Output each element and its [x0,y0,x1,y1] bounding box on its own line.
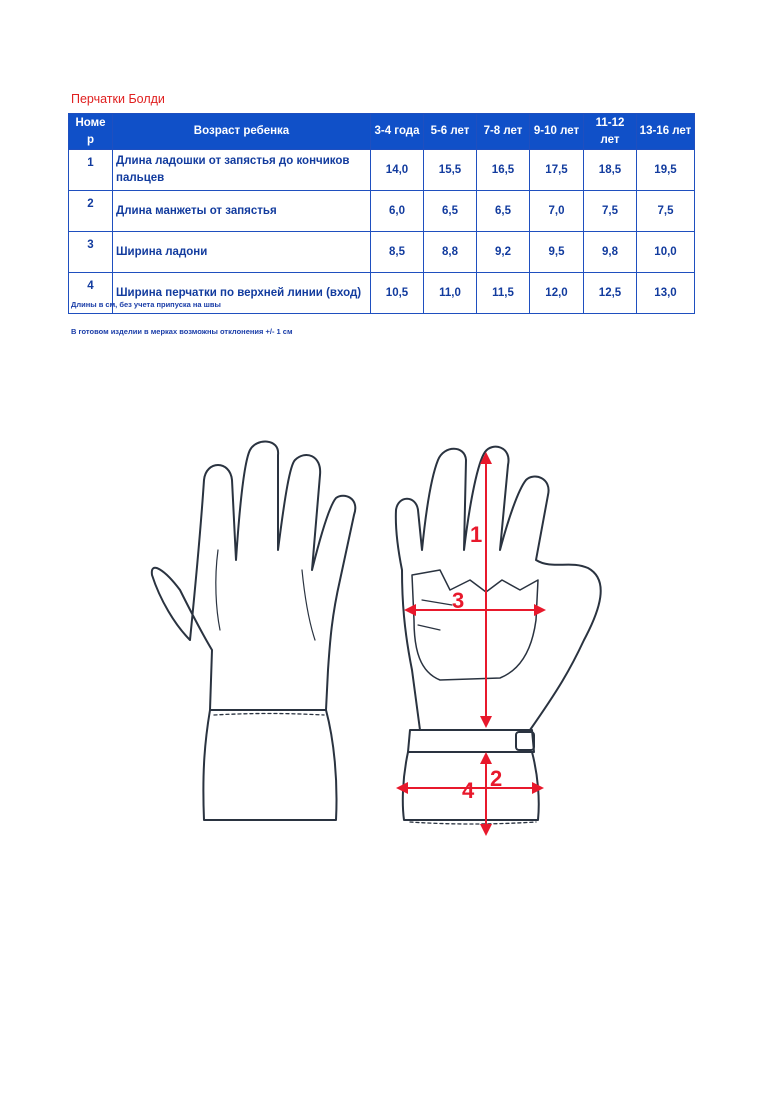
table-cell: 8,5 [371,232,424,273]
table-cell: 13,0 [637,273,695,314]
header-age: Возраст ребенка [113,114,371,150]
table-cell: 15,5 [424,150,477,191]
measure-label-1: 1 [470,522,483,547]
table-cell: 16,5 [477,150,530,191]
header-size: 9-10 лет [530,114,584,150]
glove-back-view [152,442,355,820]
table-cell: 9,2 [477,232,530,273]
row-number: 1 [69,150,113,191]
row-number: 4 [69,273,113,314]
table-cell: 7,5 [584,191,637,232]
table-cell: 6,0 [371,191,424,232]
header-number: Номе р [69,114,113,150]
measure-label-2: 2 [490,766,503,791]
table-cell: 6,5 [477,191,530,232]
table-row [69,232,695,273]
table-cell: 6,5 [424,191,477,232]
table-cell: 7,0 [530,191,584,232]
row-parameter: Ширина ладони [113,232,371,273]
header-size: 5-6 лет [424,114,477,150]
table-row [69,191,695,232]
table-cell: 14,0 [371,150,424,191]
header-size: 3-4 года [371,114,424,150]
row-number: 2 [69,191,113,232]
row-number: 3 [69,232,113,273]
table-cell: 9,8 [584,232,637,273]
table-cell: 12,5 [584,273,637,314]
table-cell: 12,0 [530,273,584,314]
table-cell: 18,5 [584,150,637,191]
measure-label-3: 3 [452,588,465,613]
measurement-marks [402,458,540,830]
note-units: Длины в см, без учета припуска на швы [71,300,221,309]
header-size: 7-8 лет [477,114,530,150]
table-cell: 9,5 [530,232,584,273]
note-tolerance: В готовом изделии в мерках возможны отклонения +/- 1 см [71,327,293,336]
header-size: 13-16 лет [637,114,695,150]
table-cell: 8,8 [424,232,477,273]
header-size: 11-12 лет [584,114,637,150]
size-table [68,113,695,314]
gloves-diagram [140,440,620,840]
page-title: Перчатки Болди [71,92,165,106]
table-header-row [69,114,695,150]
table-cell: 7,5 [637,191,695,232]
table-cell: 19,5 [637,150,695,191]
table-cell: 10,5 [371,273,424,314]
row-parameter: Ширина перчатки по верхней линии (вход) [113,273,371,314]
table-cell: 11,5 [477,273,530,314]
table-cell: 17,5 [530,150,584,191]
table-cell: 10,0 [637,232,695,273]
row-parameter: Длина ладошки от запястья до кончиков пальцев [113,150,371,191]
table-cell: 11,0 [424,273,477,314]
row-parameter: Длина манжеты от запястья [113,191,371,232]
table-row [69,150,695,191]
measure-label-4: 4 [462,778,475,803]
